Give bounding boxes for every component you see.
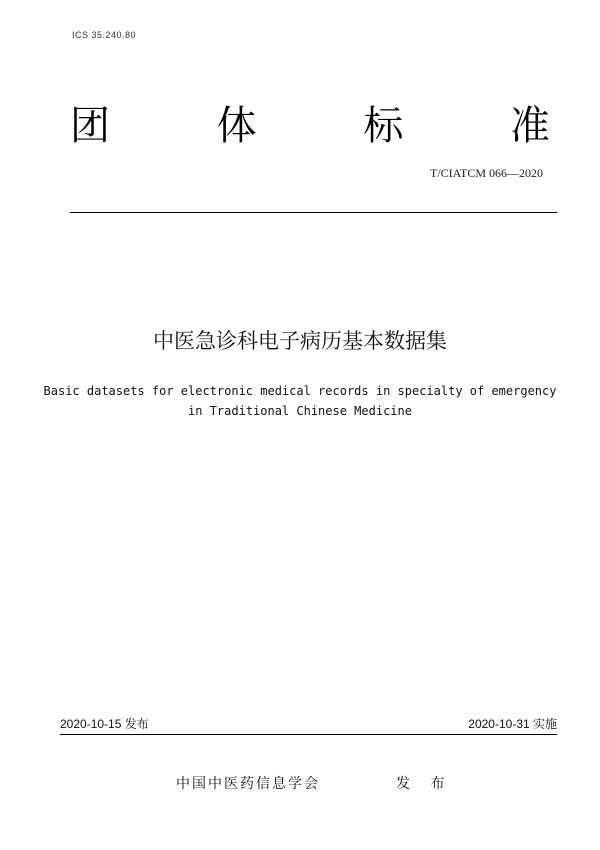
publish-label: 发 布 [396, 776, 453, 792]
implementation-date: 2020-10-31 实施 [468, 717, 557, 731]
title-english-line-1: Basic datasets for electronic medical records in specialty of emergency [43, 384, 557, 398]
title-char-3: 标 [363, 103, 404, 149]
document-type-title [70, 100, 550, 152]
title-char-2: 体 [216, 103, 257, 149]
standard-title-chinese: 中医急诊科电子病历基本数据集 [153, 329, 447, 353]
title-char-4: 准 [509, 103, 550, 149]
title-english-line-2: in Traditional Chinese Medicine [188, 404, 412, 418]
footer-divider [60, 734, 557, 735]
publisher-name: 中国中医药信息学会 [176, 776, 320, 792]
header-divider [70, 212, 557, 213]
title-char-1: 团 [70, 103, 110, 149]
ics-code: ICS 35.240.80 [72, 30, 137, 40]
standard-title-english [0, 381, 600, 421]
release-date: 2020-10-15 发布 [60, 717, 149, 731]
standard-number: T/CIATCM 066—2020 [429, 166, 543, 180]
